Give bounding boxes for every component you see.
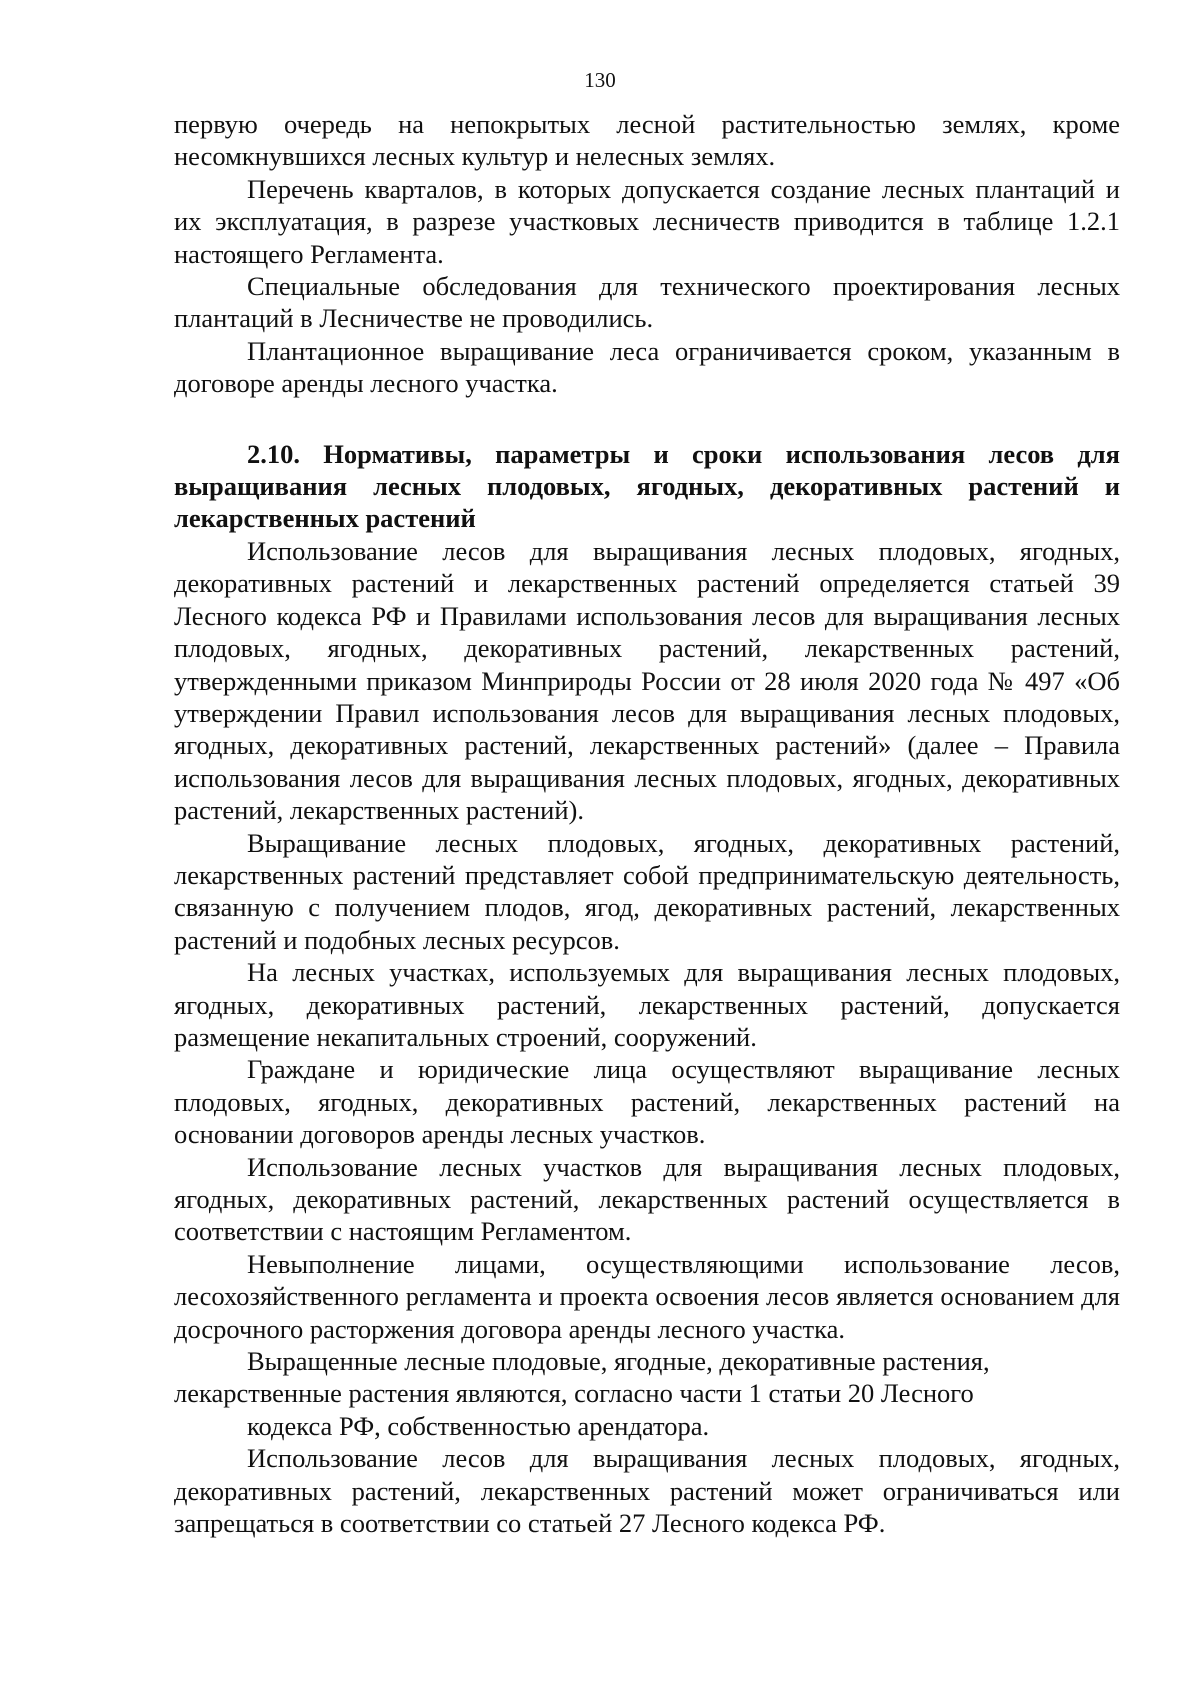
- section-heading: 2.10. Нормативы, параметры и сроки использования лесов для выращивания лесных плодовых, ягодных, декоративных растений и лекарственных растений: [174, 438, 1120, 534]
- document-body: [174, 108, 1120, 1539]
- paragraph: На лесных участках, используемых для выращивания лесных плодовых, ягодных, декоративных растений, лекарственных растений, допускается размещение некапитальных строений, сооружений.: [174, 957, 1120, 1052]
- paragraph: Невыполнение лицами, осуществляющими использование лесов, лесохозяйственного регламента и проекта освоения лесов является основанием для досрочного расторжения договора аренды лесного участка.: [174, 1248, 1120, 1344]
- paragraph: Использование лесных участков для выращивания лесных плодовых, ягодных, декоративных растений, лекарственных растений осуществляется в соответствии с настоящим Регламентом.: [174, 1151, 1120, 1247]
- paragraph: Выращивание лесных плодовых, ягодных, декоративных растений, лекарственных растений представляет собой предпринимательскую деятельность, связанную с получением плодов, ягод, декоративных растений, лекарственных растений и подобных лесных ресурсов.: [174, 827, 1120, 955]
- paragraph: Плантационное выращивание леса ограничивается сроком, указанным в договоре аренды лесного участка.: [174, 335, 1120, 399]
- paragraph-line: кодекса РФ, собственностью арендатора.: [247, 1410, 710, 1441]
- page-number: 130: [584, 68, 616, 92]
- paragraph: Использование лесов для выращивания лесных плодовых, ягодных, декоративных растений и лекарственных растений определяется статьей 39 Лесного кодекса РФ и Правилами использования лесов для выращивания лесных плодовых, ягодных, декоративных растений, лекарственных растений, утвержденными приказом Минприроды России от 28 июля 2020 года № 497 «Об утверждении Правил использования лесов для выращивания лесных плодовых, ягодных, декоративных растений, лекарственных растений» (далее – Правила использования лесов для выращивания лесных плодовых, ягодных, декоративных растений, лекарственных растений).: [174, 535, 1120, 826]
- paragraph: Использование лесов для выращивания лесных плодовых, ягодных, декоративных растений, лекарственных растений может ограничиваться или запрещаться в соответствии со статьей 27 Лесного кодекса РФ.: [174, 1443, 1120, 1539]
- paragraph: Выращенные лесные плодовые, ягодные, декоративные растения, лекарственные растения являются, согласно части 1 статьи 20 Лесного: [174, 1346, 990, 1409]
- paragraph: Перечень кварталов, в которых допускается создание лесных плантаций и их эксплуатация, в разрезе участковых лесничеств приводится в таблице 1.2.1 настоящего Регламента.: [174, 173, 1120, 269]
- paragraph: Граждане и юридические лица осуществляют выращивание лесных плодовых, ягодных, декоративных растений, лекарственных растений на основании договоров аренды лесных участков.: [174, 1054, 1120, 1150]
- paragraph-continuation: первую очередь на непокрытых лесной растительностью землях, кроме несомкнувшихся лесных культур и нелесных землях.: [174, 109, 1120, 172]
- paragraph: Специальные обследования для технического проектирования лесных плантаций в Лесничестве не проводились.: [174, 271, 1120, 334]
